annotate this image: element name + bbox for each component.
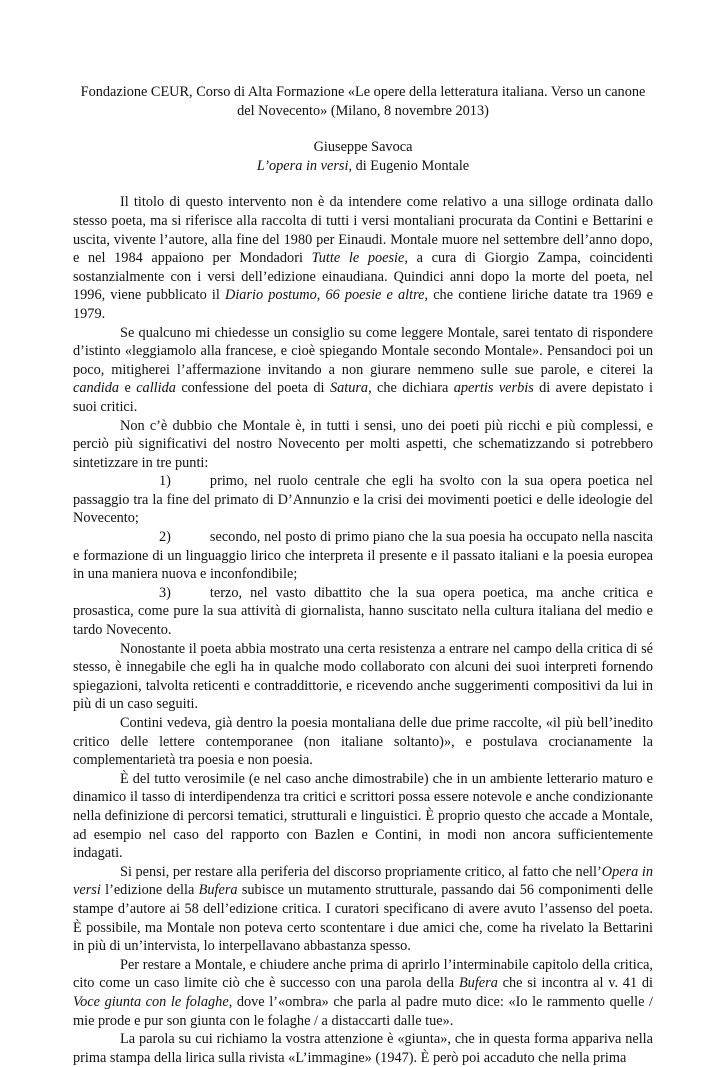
list-number: 3) xyxy=(159,584,171,601)
paragraph-5: Contini vedeva, già dentro la poesia montaliana delle due prime raccolte, «il più bell’inedito critico delle lettere contemporanee (non italiane soltanto)», e postulava crocianamente la complementarietà tra poesia e non poesia. xyxy=(73,715,653,769)
work-title xyxy=(73,157,653,176)
text-run: l’edizione della xyxy=(100,882,199,899)
list-item xyxy=(73,584,653,640)
list-text: terzo, nel vasto dibattito che la sua opera poetica, ma anche critica e prosastica, come pure la sua attività di giornalista, hanno suscitato nella cultura italiana del medio e tardo Novecento. xyxy=(73,584,653,639)
italic-phrase: apertis verbis xyxy=(453,380,534,397)
text-run: , che dichiara xyxy=(368,380,454,397)
list-text: secondo, nel posto di primo piano che la sua poesia ha occupato nella nascita e formazione di un linguaggio lirico che interpreta il presente e il passato italiani e la poesia europea in una maniera nuova e inconfondibile; xyxy=(73,529,653,583)
list-text: primo, nel ruolo centrale che egli ha svolto con la sua opera poetica nel passaggio tra la fine del primato di D’Annunzio e la crisi dei movimenti poetici e delle ideologie del Novecento; xyxy=(73,473,653,527)
text-run: , dove l’«ombra» che parla al padre muto dice: «Io le rammento quelle / mie prode e pur son giunta con le folaghe / a distaccarti dalle tue». xyxy=(73,993,654,1029)
italic-title: Satura xyxy=(329,380,369,397)
italic-word: callida xyxy=(136,380,176,397)
work-title-rest: , di Eugenio Montale xyxy=(348,157,470,174)
italic-title: Bufera xyxy=(458,975,498,992)
work-title-italic: L’opera in versi xyxy=(256,157,349,174)
document-header xyxy=(73,83,653,120)
text-run: Si pensi, per restare alla periferia del discorso propriamente critico, al fatto che nell’ xyxy=(120,863,602,880)
header-line-2: del Novecento» (Milano, 8 novembre 2013) xyxy=(237,102,489,119)
list-number: 2) xyxy=(159,529,171,546)
paragraph-9: La parola su cui richiamo la vostra attenzione è «giunta», che in questa forma appariva nella prima stampa della lirica sulla rivista «L’immagine» (1947). È però poi accaduto che nella prima xyxy=(73,1031,653,1066)
italic-title: Tutte le poesie xyxy=(311,250,405,267)
paragraph-6: È del tutto verosimile (e nel caso anche dimostrabile) che in un ambiente letterario maturo e dinamico il tasso di interdipendenza tra critici e scrittori possa essere notevole e anche condizionante nella definizione di percorsi tematici, strutturali e linguistici. È proprio questo che accade a Montale, ad esempio nel caso del rapporto con Bazlen e Contini, in modi non ancora sufficientemente indagati. xyxy=(73,770,653,862)
italic-title: Diario postumo, 66 poesie e altre xyxy=(225,287,425,304)
paragraph-8 xyxy=(73,956,653,1030)
header-line-1: Fondazione CEUR, Corso di Alta Formazione «Le opere della letteratura italiana. Verso un canone xyxy=(80,84,646,100)
author-name: Giuseppe Savoca xyxy=(313,139,413,156)
text-run: Per restare a Montale, e chiudere anche prima di aprirlo l’interminabile capitolo della critica, cito come un caso limite ciò che è successo con una parola della xyxy=(73,956,653,992)
text-run: subisce un mutamento strutturale, passando dai 56 componimenti delle stampe d’autore ai 58 dell’edizione critica. I curatori specificano di avere avuto l’assenso del poeta. È possibile, ma Montale non poteva certo scontentare i due amici che, come ha rivelato la Bettarini in più di un’intervista, lo interpellavano abbastanza spesso. xyxy=(73,882,653,955)
text-run: confessione del poeta di xyxy=(175,380,330,397)
italic-title: Voce giunta con le folaghe xyxy=(73,993,229,1010)
list-item xyxy=(73,528,653,584)
text-run: Il titolo di questo intervento non è da intendere come relativo a una silloge ordinata dallo stesso poeta, ma si riferisce alla raccolta di tutti i versi montaliani procurata da Contini e Bettarini e uscita, vivente l’autore, alla fine del 1980 per Einaudi. Montale muore nel settembre dell’anno dopo, e nel 1984 appaiono per Mondadori xyxy=(73,194,653,267)
list-item xyxy=(73,472,653,528)
italic-title: Opera in versi xyxy=(73,863,653,899)
text-run: Se qualcuno mi chiedesse un consiglio su come leggere Montale, sarei tentato di rispondere d’istinto «leggiamolo alla francese, e cioè spiegando Montale secondo Montale». Pensandoci poi un poco, mitigherei l’affermazione invitando a non giurare nemmeno sulle sue parole, e citerei la xyxy=(73,324,653,378)
text-run: di avere depistato i suoi critici. xyxy=(73,380,653,415)
text-run: , a cura di Giorgio Zampa, coincidenti sostanzialmente con i versi dell’edizione einaudiana. Quindici anni dopo la morte del poeta, nel 1996, viene pubblicato il xyxy=(73,250,654,304)
paragraph-3: Non c’è dubbio che Montale è, in tutti i sensi, uno dei poeti più ricchi e più complessi, e perciò più significativi del nostro Novecento per molti aspetti, che schematizzando si potrebbero sintetizzare in tre punti: xyxy=(73,417,653,471)
italic-title: Bufera xyxy=(198,882,238,899)
text-run: , che contiene liriche datate tra 1969 e 1979. xyxy=(73,287,653,322)
text-run: e xyxy=(119,380,137,397)
list-number: 1) xyxy=(159,473,171,490)
text-run: che si incontra al v. 41 di xyxy=(497,975,653,992)
paragraph-1 xyxy=(73,193,653,323)
paragraph-2 xyxy=(73,324,653,417)
paragraph-4: Nonostante il poeta abbia mostrato una certa resistenza a entrare nel campo della critica di sé stesso, è innegabile che egli ha in qualche modo collaborato con alcuni dei suoi interpreti fornendo spiegazioni, talvolta reticenti e contraddittorie, e ricevendo anche suggerimenti compositivi da lui in più di un caso seguiti. xyxy=(73,640,653,713)
italic-word: candida xyxy=(73,380,120,397)
paragraph-7 xyxy=(73,863,653,956)
